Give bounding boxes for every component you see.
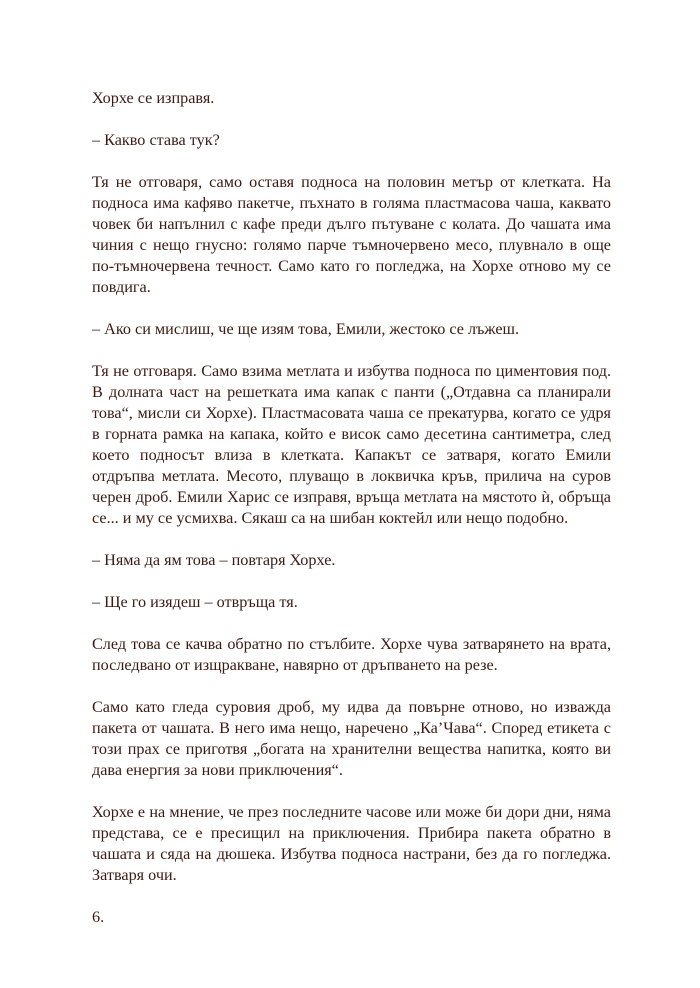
paragraph-4-dialogue: – Ако си мислиш, че ще изям това, Емили, жестоко се лъжеш.: [92, 320, 520, 338]
paragraph-7-dialogue: – Ще го изядеш – отвръща тя.: [92, 593, 298, 611]
paragraph-1: Хорхе се изправя.: [92, 89, 215, 107]
paragraph-6-dialogue: – Няма да ям това – повтаря Хорхе.: [92, 551, 336, 569]
chapter-number: 6.: [92, 908, 105, 926]
paragraph-10: Хорхе е на мнение, че през последните часове или може би дори дни, няма представа, се е пресищил на приключения. Прибира пакета обратно в чашата и сяда на дюшека. Избутва подноса настрани, без да го погледжа. Затваря очи.: [92, 803, 611, 884]
body-text: [92, 88, 611, 949]
paragraph-3: Тя не отговаря, само оставя подноса на половин метър от клетката. На подноса има кафяво пакетче, пъхнато в голяма пластмасова чаша, каквато човек би напълнил с кафе преди дълго пътуване с колата. До чашата има чиния с нещо гнусно: голямо парче тъмночервено месо, плувнало в още по-тъмночервена течност. Само като го погледжа, на Хорхе отново му се повдига.: [92, 173, 611, 296]
paragraph-8: След това се качва обратно по стълбите. Хорхе чува затварянето на врата, последвано от изщракване, навярно от дръпването на резе.: [92, 635, 611, 674]
paragraph-2-dialogue: – Какво става тук?: [92, 131, 220, 149]
paragraph-9: Само като гледа суровия дроб, му идва да повърне отново, но изважда пакета от чашата. В него има нещо, наречено „Ка’Чава“. Според етикета с този прах се приготвя „богата на хранителни вещества напитка, която ви дава енергия за нови приключения“.: [92, 698, 611, 779]
paragraph-5: Тя не отговаря. Само взима метлата и избутва подноса по циментовия под. В долната част на решетката има капак с панти („Отдавна са планирали това“, мисли си Хорхе). Пластмасовата чаша се прекатурва, когато се удря в горната рамка на капака, който е висок само десетина сантиметра, след което подносът влиза в клетката. Капакът се затваря, когато Емили отдръпва метлата. Месото, плуващо в локвичка кръв, прилича на суров черен дроб. Емили Харис се изправя, връща метлата на мястото ѝ, обръща се... и му се усмихва. Сякаш са на шибан коктейл или нещо подобно.: [92, 362, 611, 527]
